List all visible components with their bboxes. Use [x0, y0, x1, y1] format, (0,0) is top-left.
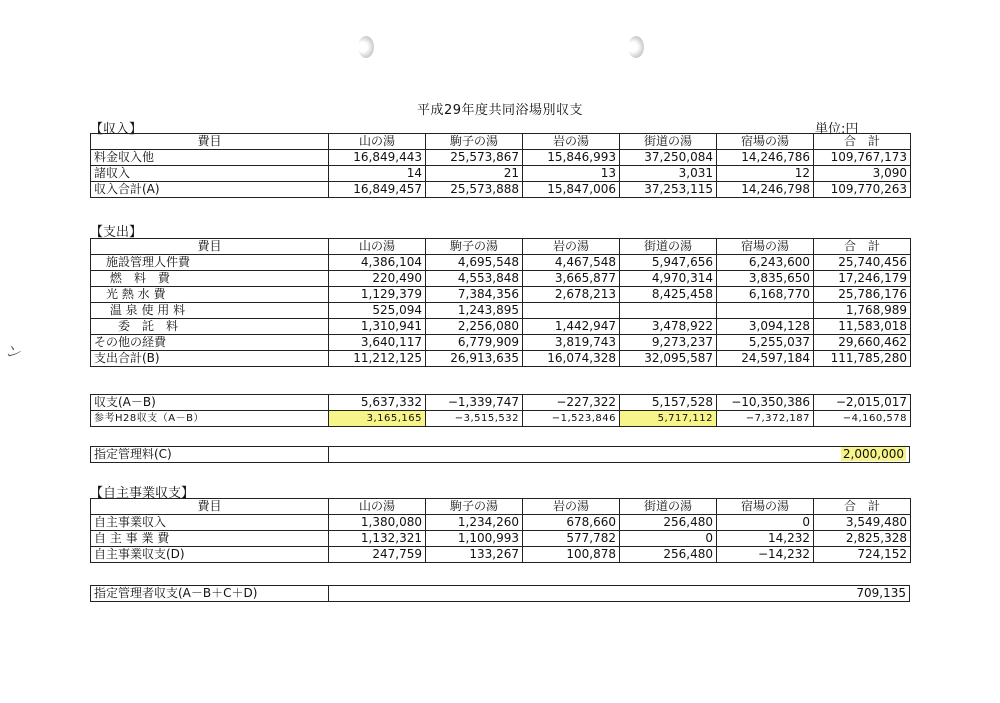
row-label: 支出合計(B): [91, 351, 329, 367]
cell: −4,160,578: [814, 411, 911, 427]
cell: [329, 447, 910, 463]
col-header: 駒子の湯: [426, 239, 523, 255]
row-label: 指定管理料(C): [91, 447, 329, 463]
cell: 6,779,909: [426, 335, 523, 351]
table-row: [91, 271, 911, 287]
table-row: [91, 447, 910, 463]
margin-mark: ン: [2, 340, 25, 365]
cell: 24,597,184: [717, 351, 814, 367]
expense-header-row: [91, 239, 911, 255]
col-header: 岩の湯: [523, 499, 620, 515]
col-header: 街道の湯: [620, 499, 717, 515]
table-row: [91, 547, 911, 563]
cell: 256,480: [620, 515, 717, 531]
manager-balance-table: [90, 585, 910, 602]
cell: 1,234,260: [426, 515, 523, 531]
col-header: 街道の湯: [620, 239, 717, 255]
cell: 29,660,462: [814, 335, 911, 351]
cell: 0: [717, 515, 814, 531]
cell: 3,819,743: [523, 335, 620, 351]
cell: 100,878: [523, 547, 620, 563]
table-row: [91, 255, 911, 271]
cell: 247,759: [329, 547, 426, 563]
table-row: [91, 335, 911, 351]
cell: 4,467,548: [523, 255, 620, 271]
cell: 2,678,213: [523, 287, 620, 303]
self-business-header-row: [91, 499, 911, 515]
cell: 1,380,080: [329, 515, 426, 531]
col-header: 費目: [91, 134, 329, 150]
col-header: 合 計: [814, 134, 911, 150]
row-label: 自主事業収支(D): [91, 547, 329, 563]
cell: 577,782: [523, 531, 620, 547]
cell: 15,847,006: [523, 182, 620, 198]
cell: 26,913,635: [426, 351, 523, 367]
cell: 37,250,084: [620, 150, 717, 166]
cell: 14,246,786: [717, 150, 814, 166]
cell: 3,090: [814, 166, 911, 182]
row-label: 施設管理人件費: [91, 255, 329, 271]
cell: 3,094,128: [717, 319, 814, 335]
cell: 2,825,328: [814, 531, 911, 547]
cell: 4,553,848: [426, 271, 523, 287]
cell: 109,770,263: [814, 182, 911, 198]
cell: 25,786,176: [814, 287, 911, 303]
row-label: 光 熱 水 費: [91, 287, 329, 303]
col-header: 岩の湯: [523, 134, 620, 150]
col-header: 駒子の湯: [426, 134, 523, 150]
cell: 3,640,117: [329, 335, 426, 351]
cell: 4,695,548: [426, 255, 523, 271]
col-header: 宿場の湯: [717, 499, 814, 515]
cell: 1,132,321: [329, 531, 426, 547]
cell: 21: [426, 166, 523, 182]
cell: 37,253,115: [620, 182, 717, 198]
management-fee-table: [90, 446, 910, 463]
cell: 14: [329, 166, 426, 182]
cell: 3,031: [620, 166, 717, 182]
cell: 15,846,993: [523, 150, 620, 166]
table-row: [91, 319, 911, 335]
cell: 3,835,650: [717, 271, 814, 287]
col-header: 費目: [91, 239, 329, 255]
cell: 25,573,867: [426, 150, 523, 166]
income-heading: 【収入】: [90, 122, 143, 137]
col-header: 山の湯: [329, 239, 426, 255]
cell: 5,947,656: [620, 255, 717, 271]
cell: [717, 303, 814, 319]
col-header: 山の湯: [329, 134, 426, 150]
col-header: 合 計: [814, 499, 911, 515]
cell: 1,768,989: [814, 303, 911, 319]
cell: 9,273,237: [620, 335, 717, 351]
income-table: [90, 133, 911, 198]
cell: 1,442,947: [523, 319, 620, 335]
row-label: 料金収入他: [91, 150, 329, 166]
cell: 0: [620, 531, 717, 547]
cell: 17,246,179: [814, 271, 911, 287]
row-label: 収支(A－B): [91, 395, 329, 411]
cell: [620, 303, 717, 319]
cell: 5,255,037: [717, 335, 814, 351]
table-row: [91, 395, 911, 411]
col-header: 費目: [91, 499, 329, 515]
unit-label: 単位:円: [815, 122, 859, 137]
cell: 6,168,770: [717, 287, 814, 303]
cell: 5,157,528: [620, 395, 717, 411]
cell: 1,100,993: [426, 531, 523, 547]
cell: −3,515,532: [426, 411, 523, 427]
table-row: [91, 166, 911, 182]
cell: 7,384,356: [426, 287, 523, 303]
cell: 1,243,895: [426, 303, 523, 319]
cell: 256,480: [620, 547, 717, 563]
balance-table: [90, 394, 911, 427]
highlighted-cell: 5,717,112: [620, 411, 717, 427]
table-row: [91, 515, 911, 531]
punch-hole-right: [628, 36, 644, 58]
self-business-heading: 【自主事業収支】: [90, 486, 195, 501]
cell: −1,523,846: [523, 411, 620, 427]
cell: 16,849,457: [329, 182, 426, 198]
cell: 678,660: [523, 515, 620, 531]
cell: 525,094: [329, 303, 426, 319]
cell: 724,152: [814, 547, 911, 563]
cell: 220,490: [329, 271, 426, 287]
table-row: [91, 351, 911, 367]
cell: 2,256,080: [426, 319, 523, 335]
table-row: [91, 182, 911, 198]
cell: 1,310,941: [329, 319, 426, 335]
cell: −14,232: [717, 547, 814, 563]
cell: 109,767,173: [814, 150, 911, 166]
page-title: 平成29年度共同浴場別収支: [416, 103, 584, 118]
cell: 25,740,456: [814, 255, 911, 271]
col-header: 宿場の湯: [717, 239, 814, 255]
expense-table: [90, 238, 911, 367]
table-row: [91, 303, 911, 319]
table-row: [91, 287, 911, 303]
cell: −7,372,187: [717, 411, 814, 427]
highlighted-cell: 3,165,165: [329, 411, 426, 427]
cell: 133,267: [426, 547, 523, 563]
row-label: 自 主 事 業 費: [91, 531, 329, 547]
cell: 3,549,480: [814, 515, 911, 531]
manager-balance-value: 709,135: [329, 586, 910, 602]
row-label: 自主事業収入: [91, 515, 329, 531]
col-header: 宿場の湯: [717, 134, 814, 150]
cell: 16,074,328: [523, 351, 620, 367]
row-label: 諸収入: [91, 166, 329, 182]
cell: [523, 303, 620, 319]
table-row: [91, 150, 911, 166]
cell: 5,637,332: [329, 395, 426, 411]
cell: 1,129,379: [329, 287, 426, 303]
table-row: [91, 411, 911, 427]
cell: −2,015,017: [814, 395, 911, 411]
cell: 111,785,280: [814, 351, 911, 367]
cell: 25,573,888: [426, 182, 523, 198]
col-header: 山の湯: [329, 499, 426, 515]
cell: 16,849,443: [329, 150, 426, 166]
cell: 3,665,877: [523, 271, 620, 287]
cell: 12: [717, 166, 814, 182]
row-label: 温 泉 使 用 料: [91, 303, 329, 319]
cell: −227,322: [523, 395, 620, 411]
cell: 14,246,798: [717, 182, 814, 198]
expense-heading: 【支出】: [90, 225, 143, 240]
management-fee-value: 2,000,000: [842, 447, 904, 461]
cell: 8,425,458: [620, 287, 717, 303]
cell: −10,350,386: [717, 395, 814, 411]
punch-hole-left: [358, 36, 374, 58]
cell: 3,478,922: [620, 319, 717, 335]
cell: 11,212,125: [329, 351, 426, 367]
cell: 32,095,587: [620, 351, 717, 367]
cell: 6,243,600: [717, 255, 814, 271]
self-business-table: [90, 498, 911, 563]
table-row: [91, 531, 911, 547]
row-label: 燃 料 費: [91, 271, 329, 287]
col-header: 岩の湯: [523, 239, 620, 255]
cell: 13: [523, 166, 620, 182]
col-header: 合 計: [814, 239, 911, 255]
cell: 14,232: [717, 531, 814, 547]
income-header-row: [91, 134, 911, 150]
row-label: 参考H28収支（A－B）: [91, 411, 329, 427]
cell: 4,970,314: [620, 271, 717, 287]
cell: 11,583,018: [814, 319, 911, 335]
row-label: 指定管理者収支(A－B＋C＋D): [91, 586, 329, 602]
table-row: [91, 586, 910, 602]
cell: −1,339,747: [426, 395, 523, 411]
col-header: 街道の湯: [620, 134, 717, 150]
row-label: その他の経費: [91, 335, 329, 351]
row-label: 委 託 料: [91, 319, 329, 335]
row-label: 収入合計(A): [91, 182, 329, 198]
cell: 4,386,104: [329, 255, 426, 271]
col-header: 駒子の湯: [426, 499, 523, 515]
